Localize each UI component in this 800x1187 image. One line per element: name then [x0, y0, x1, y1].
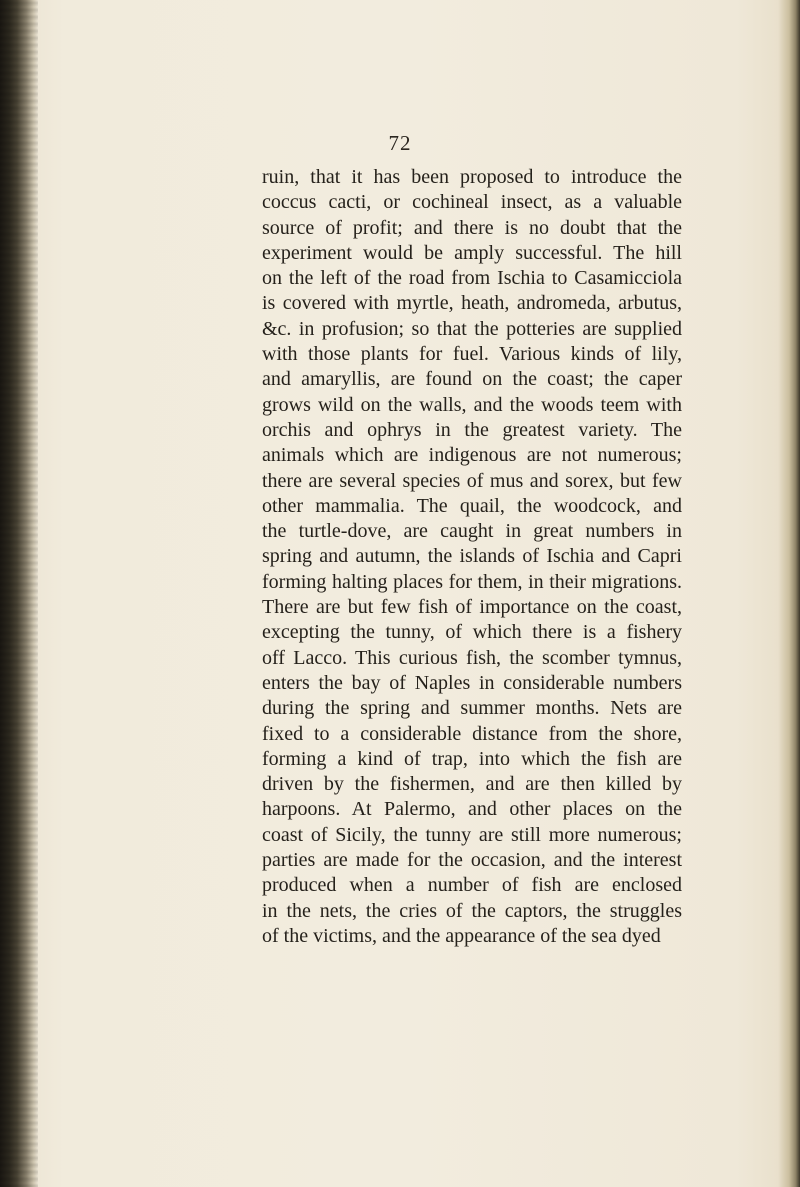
text-line: produced when a number of fish are enclosed [262, 874, 682, 897]
text-line: during the spring and summer months. Nets are [262, 697, 682, 720]
text-line: &c. in profusion; so that the potteries are supplied [262, 317, 682, 340]
text-line: and amaryllis, are found on the coast; the caper [262, 368, 682, 391]
page-binding-shadow-left [0, 0, 38, 1187]
text-line: fixed to a considerable distance from the shore, [262, 722, 682, 745]
text-line: orchis and ophrys in the greatest variety. The [262, 418, 682, 441]
text-line: spring and autumn, the islands of Ischia and Capri [262, 545, 682, 568]
text-line: is covered with myrtle, heath, andromeda, arbutus, [262, 292, 682, 315]
page-number: 72 [388, 131, 412, 155]
text-line: ruin, that it has been proposed to introduce the [262, 166, 682, 188]
text-line: other mammalia. The quail, the woodcock, and [262, 494, 682, 517]
page-edge-shadow-right [778, 0, 800, 1187]
text-line: source of profit; and there is no doubt that the [262, 216, 682, 239]
text-line: forming a kind of trap, into which the fish are [262, 747, 682, 770]
text-line: off Lacco. This curious fish, the scomber tymnus, [262, 646, 682, 669]
text-line: of the victims, and the appearance of the sea dyed [262, 924, 661, 947]
text-line: harpoons. At Palermo, and other places on the [262, 798, 682, 821]
text-line: with those plants for fuel. Various kinds of lily, [262, 343, 682, 366]
text-line: coast of Sicily, the tunny are still more numerous; [262, 823, 682, 846]
text-line: parties are made for the occasion, and the interest [262, 849, 682, 872]
body-text [262, 165, 682, 949]
text-line: in the nets, the cries of the captors, the struggles [262, 899, 682, 922]
text-line: on the left of the road from Ischia to Casamicciola [262, 267, 682, 290]
text-line: grows wild on the walls, and the woods teem with [262, 393, 682, 416]
text-line: enters the bay of Naples in considerable numbers [262, 671, 682, 694]
text-line: excepting the tunny, of which there is a fishery [262, 621, 682, 644]
text-line: there are several species of mus and sorex, but few [262, 469, 682, 492]
text-line: experiment would be amply successful. The hill [262, 241, 682, 264]
text-line: the turtle-dove, are caught in great numbers in [262, 520, 682, 543]
text-line: There are but few fish of importance on the coast, [262, 596, 682, 619]
text-line: driven by the fishermen, and are then killed by [262, 773, 682, 796]
text-line: animals which are indigenous are not numerous; [262, 444, 682, 467]
text-line: coccus cacti, or cochineal insect, as a valuable [262, 191, 682, 214]
text-line: forming halting places for them, in their migrations. [262, 570, 682, 593]
